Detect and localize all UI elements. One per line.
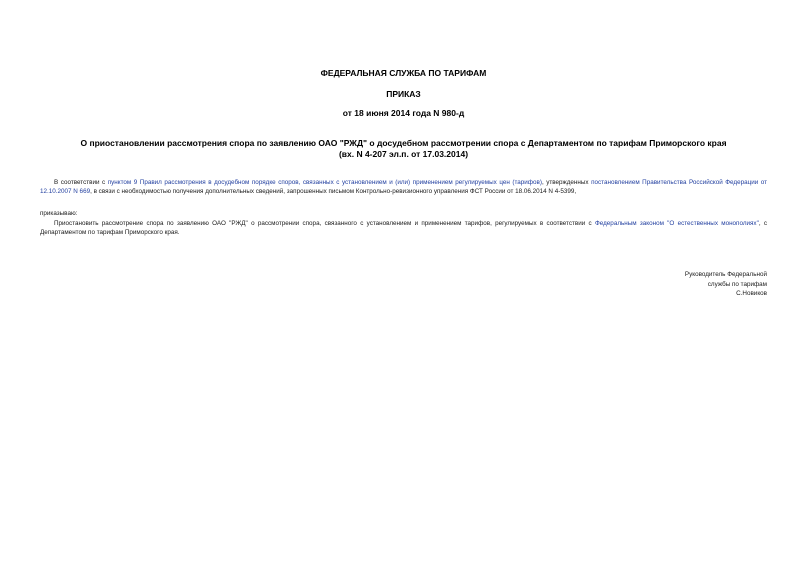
agency-title: ФЕДЕРАЛЬНАЯ СЛУЖБА ПО ТАРИФАМ — [320, 68, 487, 78]
paragraph-decision — [40, 219, 767, 237]
subject-line-2: (вх. N 4-207 эл.п. от 17.03.2014) — [338, 149, 469, 159]
federal-law-link[interactable]: Федеральным законом "О естественных монополиях" — [594, 220, 759, 227]
government-decree-link[interactable]: постановлением Правительства Российской Федерации от 12.10.2007 N 669 — [40, 179, 768, 195]
paragraph-1-text-c: , в связи с необходимостью получения дополнительных сведений, запрошенных письмом Контрольно-ревизионного управления ФСТ России от 18.06.2014 N 4-5399, — [90, 188, 577, 195]
document-date-number: от 18 июня 2014 года N 980-д — [342, 108, 465, 118]
signature-position-line-1: Руководитель Федеральной — [684, 271, 767, 278]
signature-block — [600, 270, 767, 299]
paragraph-1-text-a: В соответствии с — [54, 179, 108, 186]
signature-position-line-2: службы по тарифам — [707, 280, 767, 288]
paragraph-1-text-b: , утвержденных — [541, 179, 592, 186]
document-subject — [0, 138, 807, 160]
paragraph-3-text-a: Приостановить рассмотрение спора по заявлению ОАО "РЖД" о рассмотрении спора, связанного с установлением и применением тарифов, регулируемых в соответствии с — [54, 220, 595, 227]
paragraph-3-text-b: , с Департаментом по тарифам Приморского края. — [40, 220, 767, 236]
subject-line-1: О приостановлении рассмотрения спора по заявлению ОАО "РЖД" о досудебном рассмотрении спора с Департаментом по тарифам Приморского края — [80, 138, 727, 148]
signature-name: С.Новиков — [736, 290, 767, 297]
document-type: ПРИКАЗ — [386, 89, 421, 99]
paragraph-order-word: приказываю: — [40, 210, 78, 217]
paragraph-basis — [40, 178, 767, 196]
rules-point-9-link[interactable]: пунктом 9 Правил рассмотрения в досудебном порядке споров, связанных с установлением и (или) применением регулируемых цен (тарифов) — [107, 179, 542, 186]
